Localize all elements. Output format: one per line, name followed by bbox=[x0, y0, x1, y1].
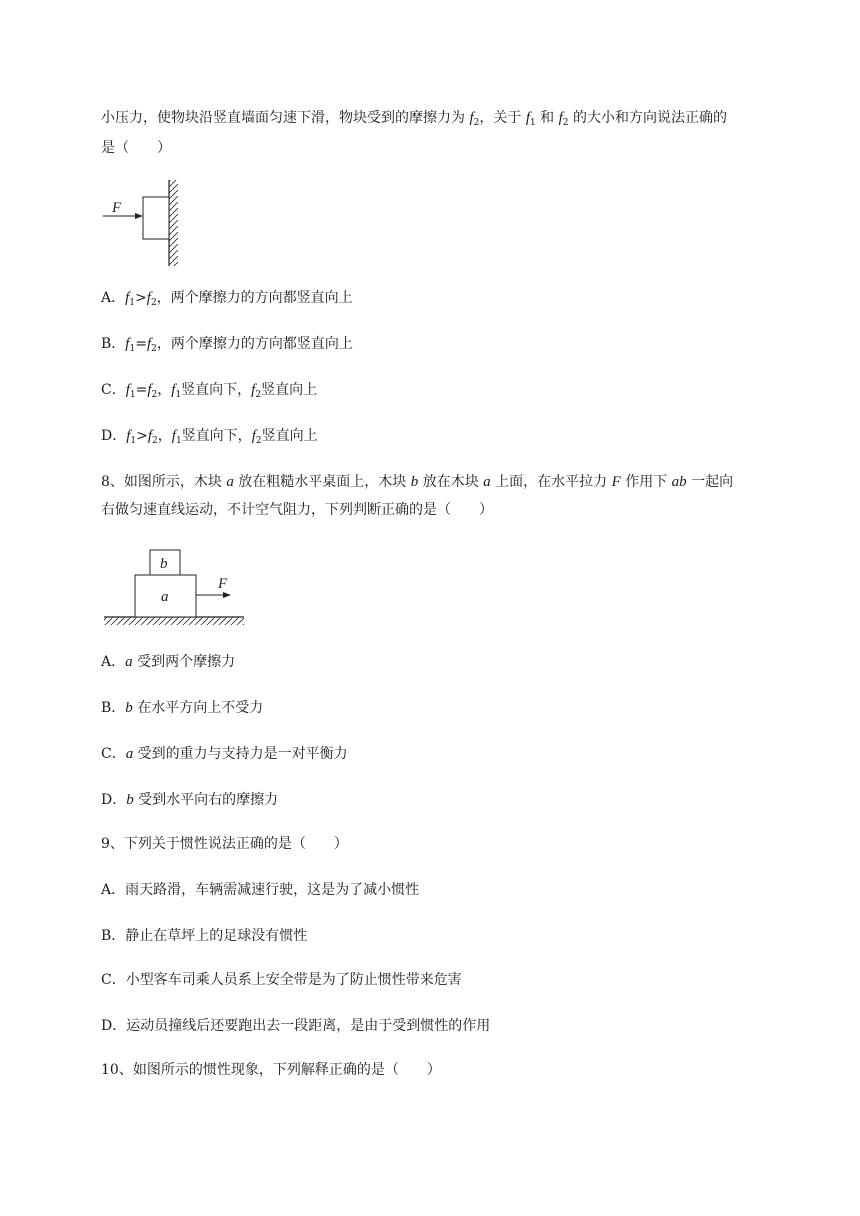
q7-option-b[interactable]: B．$f_1=f_2$，两个摩擦力的方向都竖直向上 bbox=[101, 336, 353, 354]
force-arrowhead bbox=[135, 213, 143, 219]
force-label-F: F bbox=[112, 200, 122, 216]
wall-hatching bbox=[169, 180, 178, 266]
q7-option-a[interactable]: A．$f_1>f_2$，两个摩擦力的方向都竖直向上 bbox=[101, 290, 353, 308]
q8-option-d[interactable]: D．b 受到水平向右的摩擦力 bbox=[101, 792, 279, 808]
q8-stem-line2: 右做匀速直线运动，不计空气阻力，下列判断正确的是（ ） bbox=[101, 502, 493, 518]
q8-blocks-figure bbox=[100, 546, 250, 630]
q8-option-b[interactable]: B．b 在水平方向上不受力 bbox=[101, 700, 264, 716]
q9-option-a[interactable]: A．雨天路滑，车辆需减速行驶，这是为了减小惯性 bbox=[101, 882, 420, 898]
q9-option-c[interactable]: C．小型客车司乘人员系上安全带是为了防止惯性带来危害 bbox=[101, 972, 462, 988]
q8-stem-line1: 8、如图所示，木块 a 放在粗糙水平桌面上，木块 b 放在木块 a 上面，在水平拉力 F 作用下 ab 一起向 bbox=[101, 474, 734, 490]
q7-option-c[interactable]: C．$f_1=f_2$，$f_1$竖直向下，$f_2$竖直向上 bbox=[101, 382, 318, 400]
q7-option-d[interactable]: D．$f_1>f_2$，$f_1$竖直向下，$f_2$竖直向上 bbox=[101, 428, 318, 446]
q10-stem: 10、如图所示的惯性现象，下列解释正确的是（ ） bbox=[101, 1062, 441, 1078]
q7-stem-line1: 小压力，使物块沿竖直墙面匀速下滑，物块受到的摩擦力为 $f_2$，关于 $f_1$ 和 $f_2$ 的大小和方向说法正确的 bbox=[101, 110, 727, 128]
floor-hatching bbox=[104, 617, 244, 625]
pull-arrowhead bbox=[223, 592, 231, 598]
q7-stem-line2: 是（ ） bbox=[101, 140, 171, 156]
q9-option-b[interactable]: B．静止在草坪上的足球没有惯性 bbox=[101, 928, 308, 944]
block bbox=[143, 197, 169, 239]
q7-wall-figure bbox=[100, 178, 190, 268]
q8-option-a[interactable]: A．a 受到两个摩擦力 bbox=[101, 654, 236, 670]
label-b: b bbox=[160, 556, 168, 572]
label-a: a bbox=[161, 589, 169, 605]
q9-option-d[interactable]: D．运动员撞线后还要跑出去一段距离，是由于受到惯性的作用 bbox=[101, 1018, 491, 1034]
q9-stem: 9、下列关于惯性说法正确的是（ ） bbox=[101, 836, 348, 852]
q8-option-c[interactable]: C．a 受到的重力与支持力是一对平衡力 bbox=[101, 746, 348, 762]
label-F: F bbox=[218, 576, 228, 592]
